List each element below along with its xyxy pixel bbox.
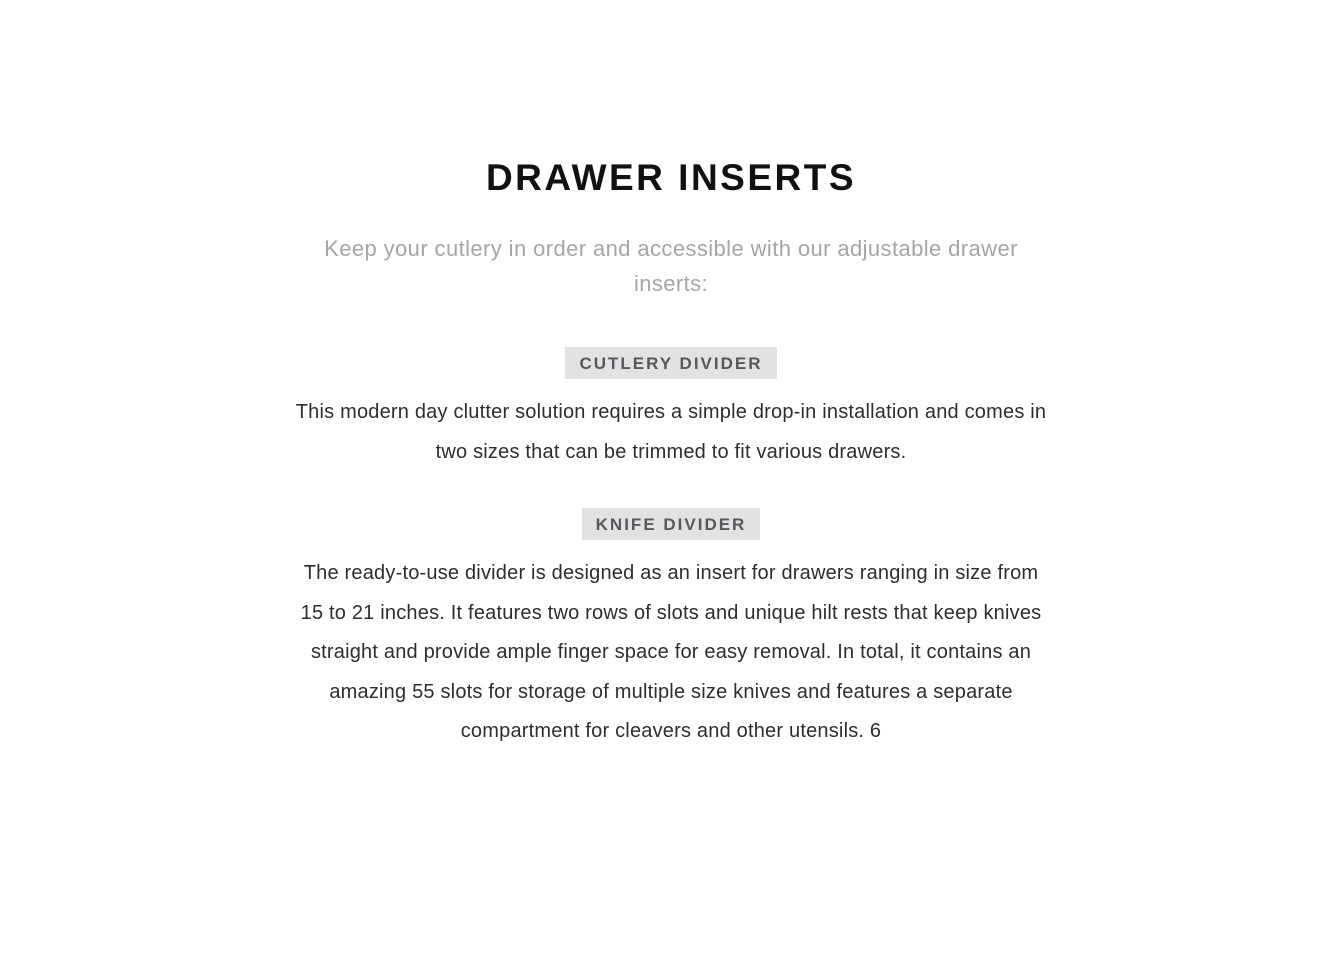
section-cutlery-divider	[281, 347, 1061, 472]
page-subtitle: Keep your cutlery in order and accessible with our adjustable drawer inserts:	[324, 236, 1018, 296]
page-title: DRAWER INSERTS	[485, 157, 857, 198]
section-heading-knife-divider: KNIFE DIVIDER	[582, 508, 761, 540]
section-heading-cutlery-divider: CUTLERY DIVIDER	[565, 347, 776, 379]
section-heading-wrap	[281, 347, 1061, 379]
section-body-cutlery-divider: This modern day clutter solution requires a simple drop-in installation and comes in two sizes that can be trimmed to fit various drawers.	[295, 401, 1047, 463]
section-knife-divider	[281, 508, 1061, 752]
section-heading-wrap	[281, 508, 1061, 540]
drawer-inserts-page	[281, 0, 1061, 752]
section-body-knife-divider: The ready-to-use divider is designed as an insert for drawers ranging in size from 15 to 21 inches. It features two rows of slots and unique hilt rests that keep knives straight and provide ample finger space for easy removal. In total, it contains an amazing 55 slots for storage of multiple size knives and features a separate compartment for cleavers and other utensils. 6	[300, 562, 1042, 742]
